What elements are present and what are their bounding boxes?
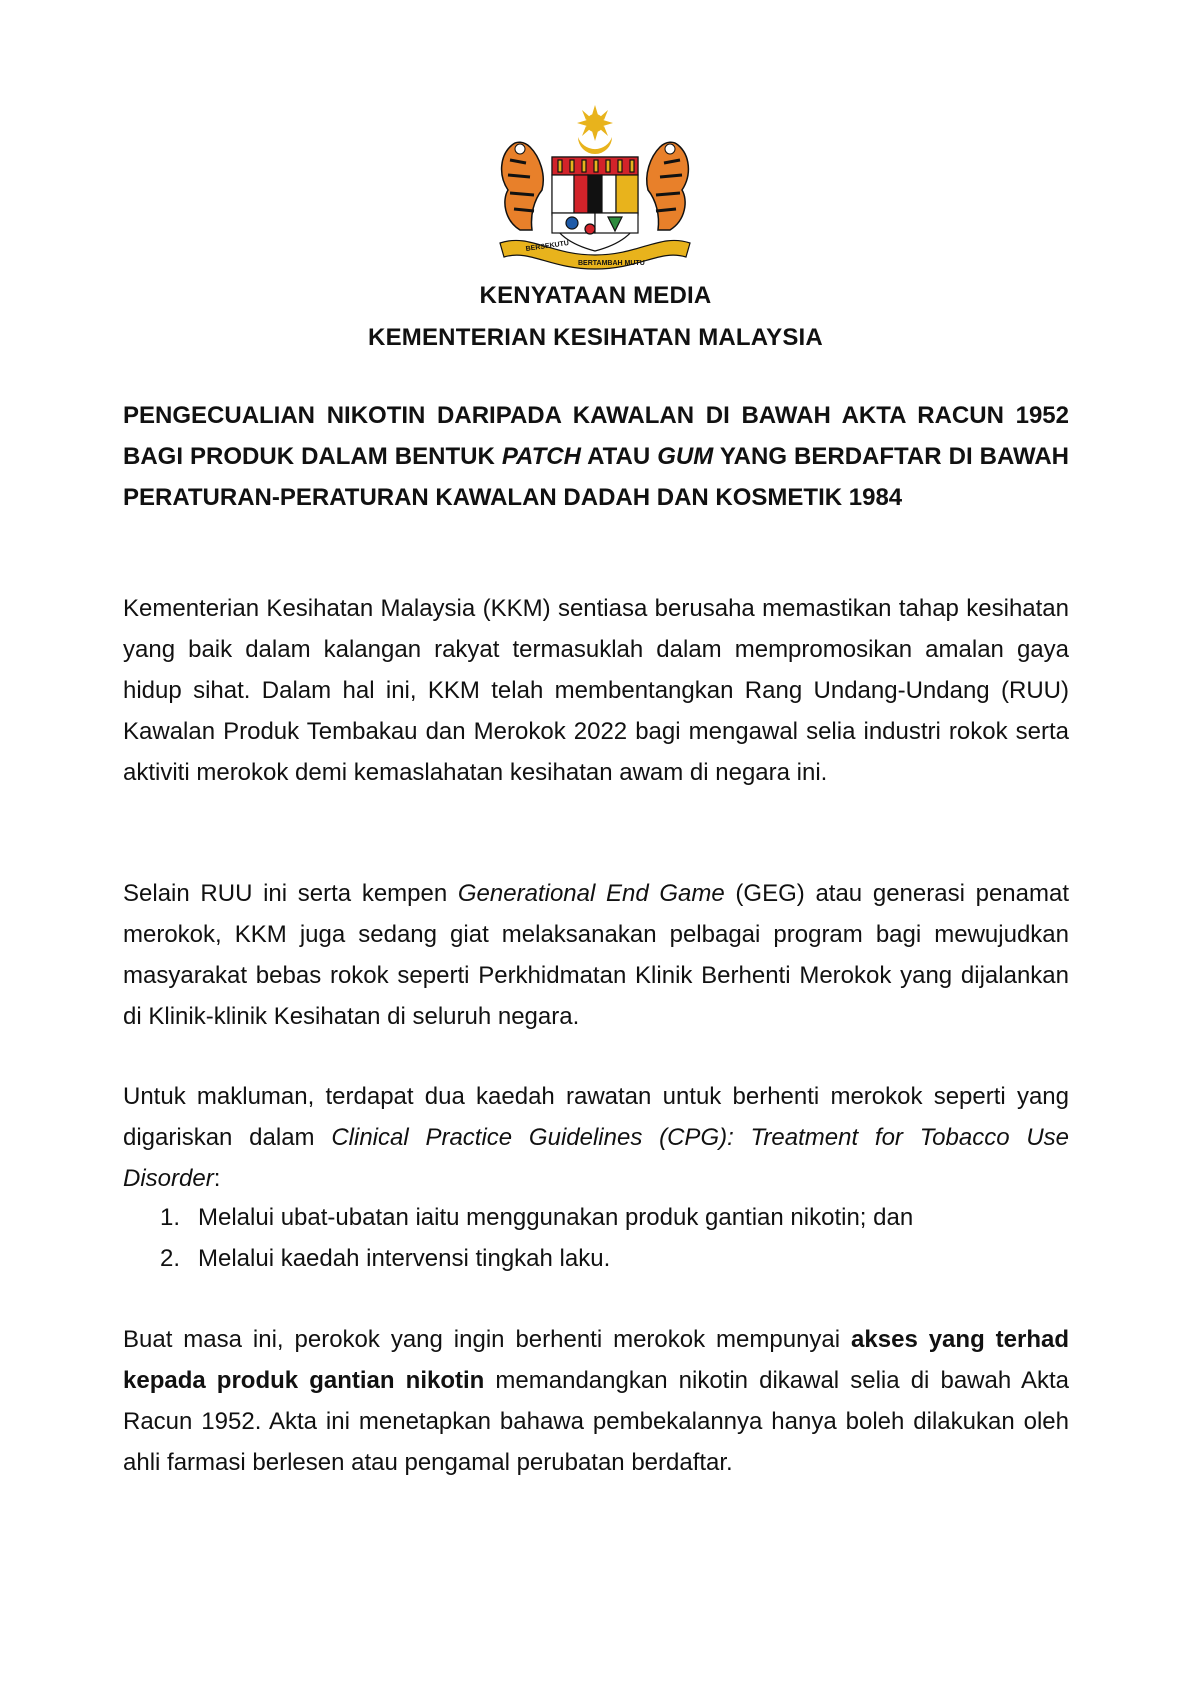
paragraph-3-a: Untuk makluman, terdapat dua kaedah rawatan untuk berhenti merokok seperti yang digariskan dalam	[123, 1083, 1069, 1151]
list-item-text: Melalui kaedah intervensi tingkah laku.	[198, 1245, 611, 1272]
paragraph-3-italic: Clinical Practice Guidelines (CPG): Treatment for Tobacco Use Disorder	[123, 1124, 1069, 1192]
header-title-line1: KENYATAAN MEDIA	[479, 282, 712, 309]
list-item	[160, 1238, 1060, 1279]
document-title	[123, 395, 1069, 518]
list-item-number: 2.	[160, 1245, 181, 1272]
motto-left-text: BERSEKUTU	[525, 239, 570, 253]
paragraph-4-a: Buat masa ini, perokok yang ingin berhenti merokok mempunyai	[123, 1326, 852, 1353]
title-gum: GUM	[657, 443, 714, 470]
title-part1: PENGECUALIAN NIKOTIN DARIPADA KAWALAN DI BAWAH AKTA RACUN 1952 BAGI PRODUK DALAM BENTUK	[123, 402, 1069, 470]
header-title-line2: KEMENTERIAN KESIHATAN MALAYSIA	[368, 324, 823, 351]
title-part2: YANG BERDAFTAR DI BAWAH PERATURAN-PERATURAN KAWALAN DADAH DAN KOSMETIK 1984	[123, 443, 1069, 511]
paragraph-2-italic: Generational End Game	[457, 880, 725, 907]
title-patch: PATCH	[501, 443, 581, 470]
list-item	[160, 1197, 1060, 1238]
paragraph-3-b: :	[213, 1165, 221, 1192]
title-atau: ATAU	[580, 443, 658, 470]
list-item-text: Melalui ubat-ubatan iaitu menggunakan produk gantian nikotin; dan	[198, 1204, 914, 1231]
treatment-list	[160, 1197, 1060, 1279]
paragraph-2-b: (GEG) atau generasi penamat merokok, KKM juga sedang giat melaksanakan pelbagai program bagi mewujudkan masyarakat bebas rokok seperti Perkhidmatan Klinik Berhenti Merokok yang dijalankan di Klinik-klinik Kesihatan di seluruh negara.	[123, 880, 1069, 1030]
motto-center-text: BERTAMBAH MUTU	[578, 260, 645, 267]
paragraph-2-a: Selain RUU ini serta kempen	[123, 880, 458, 907]
paragraph-3	[123, 1076, 1069, 1199]
paragraph-1: Kementerian Kesihatan Malaysia (KKM) sentiasa berusaha memastikan tahap kesihatan yang baik dalam kalangan rakyat termasuklah dalam mempromosikan amalan gaya hidup sihat. Dalam hal ini, KKM telah membentangkan Rang Undang-Undang (RUU) Kawalan Produk Tembakau dan Merokok 2022 bagi mengawal selia industri rokok serta aktiviti merokok demi kemaslahatan kesihatan awam di negara ini.	[123, 595, 1069, 786]
paragraph-4	[123, 1319, 1069, 1483]
list-item-number: 1.	[160, 1204, 181, 1231]
paragraph-4-b: memandangkan nikotin dikawal selia di bawah Akta Racun 1952. Akta ini menetapkan bahawa pembekalannya hanya boleh dilakukan oleh ahli farmasi berlesen atau pengamal perubatan berdaftar.	[123, 1367, 1069, 1476]
malaysia-coat-of-arms-logo	[490, 105, 700, 275]
paragraph-4-bold: akses yang terhad kepada produk gantian nikotin	[123, 1326, 1070, 1394]
paragraph-2	[123, 873, 1069, 1037]
